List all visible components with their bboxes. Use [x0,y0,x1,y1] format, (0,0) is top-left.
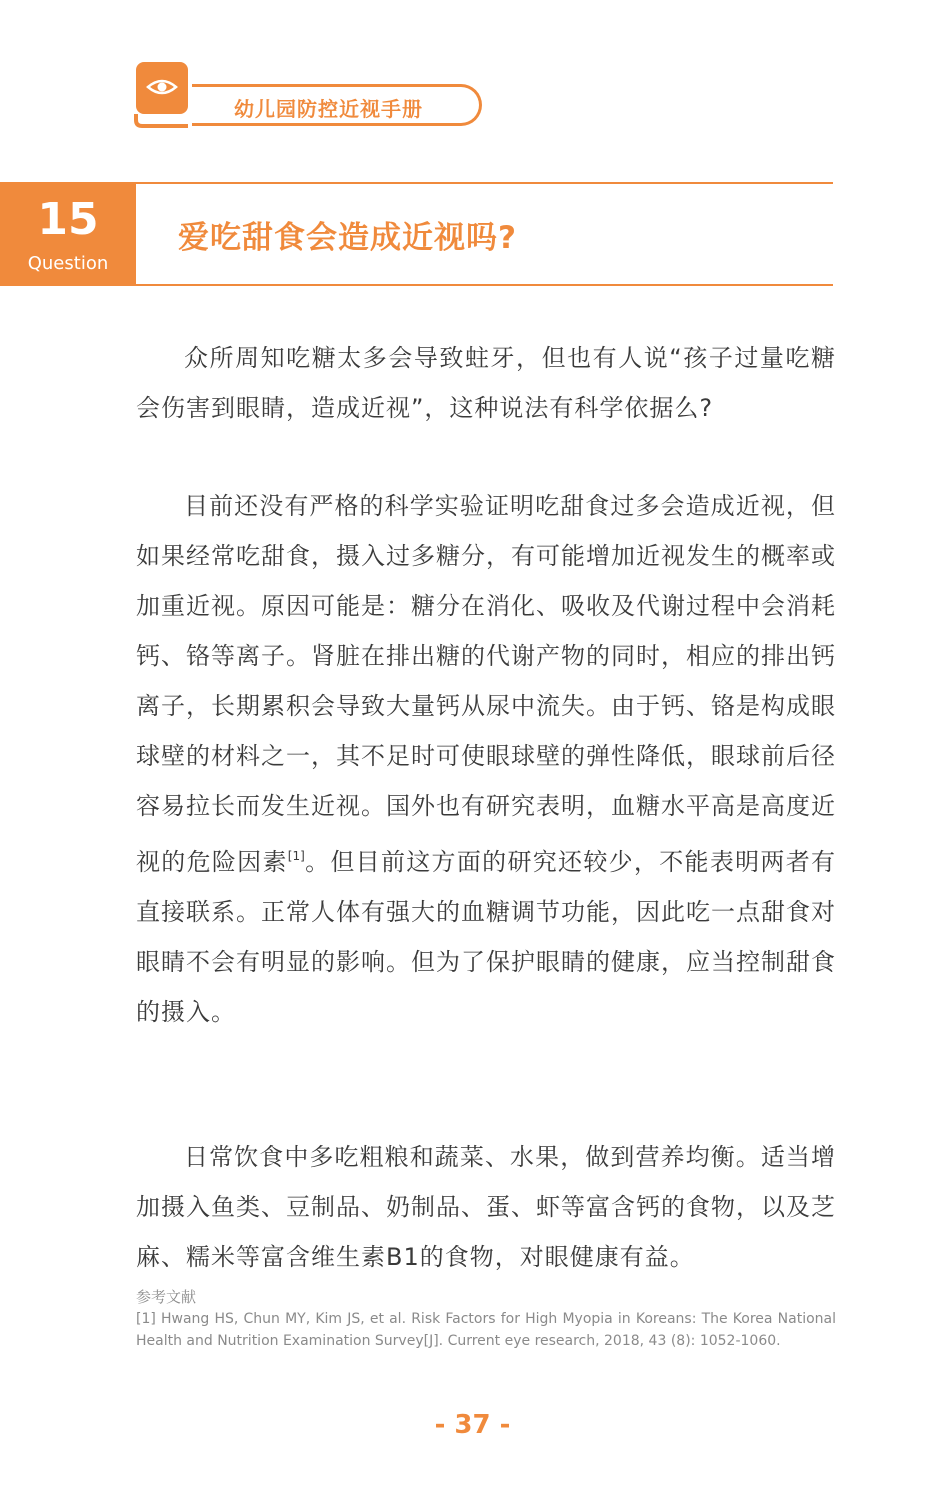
question-bottom-rule [136,284,833,286]
question-top-rule [136,182,833,184]
paragraph-explanation-part1: 目前还没有严格的科学实验证明吃甜食过多会造成近视，但如果经常吃甜食，摄入过多糖分，有可能增加近视发生的概率或加重近视。原因可能是：糖分在消化、吸收及代谢过程中会消耗钙、铬等离子。肾脏在排出糖的代谢产物的同时，相应的排出钙离子，长期累积会导致大量钙从尿中流失。由于钙、铬是构成眼球壁的材料之一，其不足时可使眼球壁的弹性降低，眼球前后径容易拉长而发生近视。国外也有研究表明，血糖水平高是高度近视的危险因素 [136,492,836,876]
question-label: Question [27,253,109,274]
handbook-title-frame [192,84,482,126]
question-title: 爱吃甜食会造成近视吗? [178,220,517,256]
handbook-eye-icon [134,60,190,128]
reference-item: [1] Hwang HS, Chun MY, Kim JS, et al. Risk Factors for High Myopia in Koreans: The Korea National Health and Nutrition Examination Survey[J]. Current eye research, 2018, 43 (8): 1052-1060. [136,1311,836,1349]
paragraph-advice: 日常饮食中多吃粗粮和蔬菜、水果，做到营养均衡。适当增加摄入鱼类、豆制品、奶制品、蛋、虾等富含钙的食物，以及芝麻、糯米等富含维生素B1的食物，对眼健康有益。 [136,1143,836,1271]
question-number: 15 [37,194,99,245]
references-heading: 参考文献 [136,1288,197,1306]
paragraph-explanation [136,481,836,1037]
page-number: - 37 - [434,1410,511,1440]
citation-marker: [1] [287,849,305,863]
paragraph-intro: 众所周知吃糖太多会导致蛀牙，但也有人说“孩子过量吃糖会伤害到眼睛，造成近视”，这种说法有科学依据么? [136,344,836,422]
paragraph-explanation-part2: 。但目前这方面的研究还较少，不能表明两者有直接联系。正常人体有强大的血糖调节功能，因此吃一点甜食对眼睛不会有明显的影响。但为了保护眼睛的健康，应当控制甜食的摄入。 [136,848,837,1026]
question-badge [0,182,136,286]
handbook-title: 幼儿园防控近视手册 [234,97,423,121]
